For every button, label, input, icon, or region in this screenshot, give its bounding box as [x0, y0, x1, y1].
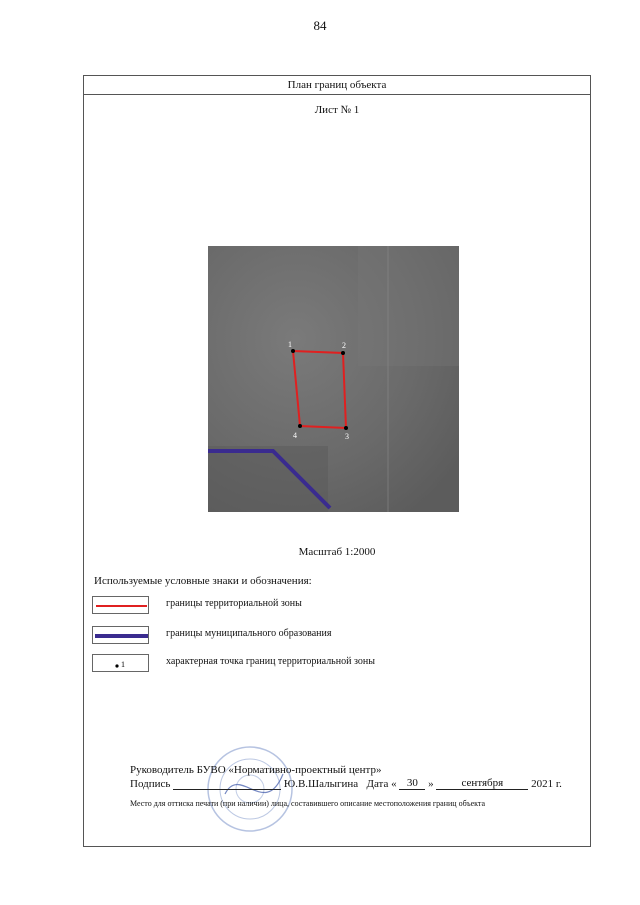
point-label-3: 3: [345, 432, 349, 441]
point-marker-icon: [92, 654, 149, 672]
sheet-number: Лист № 1: [314, 104, 360, 116]
map-image: [208, 246, 459, 512]
legend-label: границы муниципального образования: [166, 628, 332, 639]
document-frame: [83, 75, 591, 847]
date-quote-close: »: [428, 778, 434, 790]
red-line-icon: [92, 596, 149, 614]
stamp-note: Место для оттиска печати (при наличии) лица, составившего описание местоположения границ объекта: [130, 799, 486, 808]
legend-label: границы территориальной зоны: [166, 598, 302, 609]
map-scale: Масштаб 1:2000: [298, 546, 376, 558]
boundary-point-1: [291, 349, 295, 353]
date-month: сентября: [436, 777, 528, 790]
legend-label: характерная точка границ территориальной зоны: [166, 656, 375, 667]
date-day: 30: [399, 777, 425, 790]
legend-point-sample: 1: [121, 660, 125, 669]
sign-label: Подпись: [130, 778, 171, 790]
blue-thick-line-icon: [92, 626, 149, 644]
head-of-organization: Руководитель БУВО «Нормативно-проектный центр»: [130, 764, 382, 776]
page-number: 84: [313, 18, 327, 33]
legend-heading: Используемые условные знаки и обозначения:: [94, 575, 312, 587]
boundary-point-4: [298, 424, 302, 428]
signature-line: [130, 777, 580, 791]
boundary-point-2: [341, 351, 345, 355]
point-label-2: 2: [342, 341, 346, 350]
signer-name: Ю.В.Шалыгина: [283, 778, 359, 790]
point-label-1: 1: [288, 340, 292, 349]
boundary-point-3: [344, 426, 348, 430]
date-year: 2021 г.: [531, 778, 562, 790]
point-label-4: 4: [293, 431, 297, 440]
date-label: Дата «: [366, 778, 397, 790]
frame-title: План границ объекта: [84, 76, 590, 95]
signature-field: [173, 777, 281, 790]
